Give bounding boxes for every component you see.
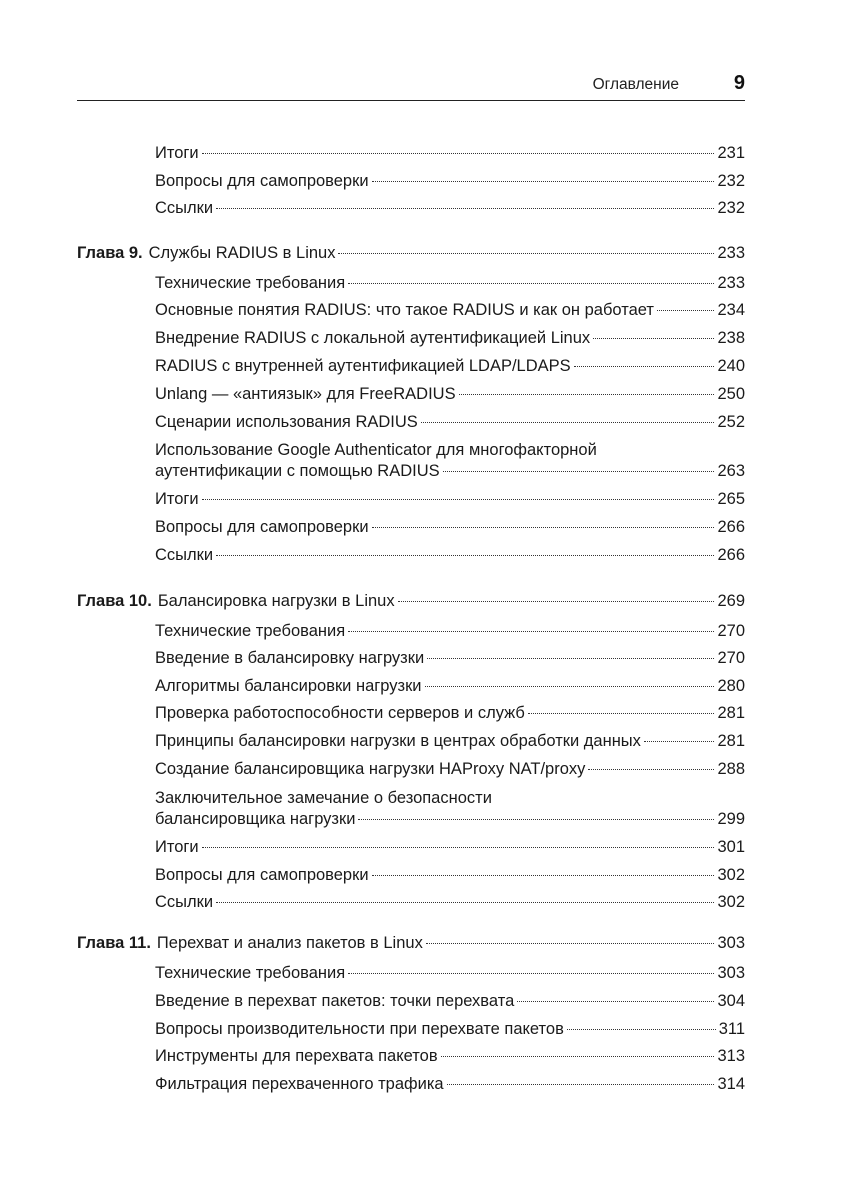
toc-entry-title [155, 461, 440, 481]
dot-leader [421, 422, 715, 423]
toc-page-number: 266 [717, 518, 745, 536]
toc-section-entry[interactable] [155, 489, 745, 509]
dot-leader [216, 902, 714, 903]
toc-title-text: Вопросы для самопроверки [155, 172, 369, 190]
toc-section-entry[interactable] [155, 963, 745, 983]
toc-section-entry[interactable] [155, 731, 745, 751]
toc-title-text: Создание балансировщика нагрузки HAProxy NAT/proxy [155, 760, 586, 778]
toc-section-entry[interactable] [155, 143, 745, 163]
toc-page-number: 303 [717, 934, 745, 952]
toc-title-text: RADIUS с внутренней аутентификацией LDAP/LDAPS [155, 357, 571, 375]
toc-section-entry[interactable] [155, 759, 745, 779]
toc-title-text: Технические требования [155, 622, 346, 640]
toc-page-number: 302 [717, 893, 745, 911]
toc-title-text: Алгоритмы балансировки нагрузки [155, 677, 422, 695]
toc-chapter-entry[interactable] [77, 243, 745, 263]
toc-entry-title [155, 1046, 438, 1066]
toc-page-number: 231 [717, 144, 745, 162]
chapter-label: Глава 9. [77, 244, 143, 262]
dot-leader [398, 601, 715, 602]
dot-leader [426, 943, 715, 944]
toc-title-text: аутентификации с помощью RADIUS [155, 462, 440, 480]
toc-title-text: Введение в перехват пакетов: точки перехвата [155, 992, 515, 1010]
toc-entry-title [155, 328, 590, 348]
dot-leader [202, 847, 715, 848]
toc-entry-title [155, 356, 571, 376]
toc-title-text: Технические требования [155, 964, 346, 982]
toc-entry-title [155, 731, 641, 751]
toc-page-number: 280 [717, 677, 745, 695]
chapter-label: Глава 11. [77, 934, 151, 952]
toc-page-number: 233 [717, 274, 745, 292]
dot-leader [372, 875, 715, 876]
toc-section-entry[interactable] [155, 273, 745, 293]
toc-page-number: 311 [718, 1020, 745, 1038]
toc-section-entry[interactable] [155, 703, 745, 723]
dot-leader [517, 1001, 714, 1002]
toc-section-entry[interactable] [155, 648, 745, 668]
toc-title-text: Вопросы для самопроверки [155, 518, 369, 536]
toc-chapter-entry[interactable] [77, 591, 745, 611]
toc-page-number: 250 [717, 385, 745, 403]
toc-entry-title [77, 933, 423, 953]
toc-page-number: 232 [717, 199, 745, 217]
toc-title-text: Балансировка нагрузки в Linux [157, 592, 395, 610]
dot-leader [425, 686, 715, 687]
toc-page-number: 240 [717, 357, 745, 375]
toc-entry-title [155, 517, 369, 537]
dot-leader [338, 253, 714, 254]
dot-leader [459, 394, 715, 395]
toc-entry-title [155, 759, 585, 779]
toc-title-text: Основные понятия RADIUS: что такое RADIUS и как он работает [155, 301, 654, 319]
toc-entry-title [155, 412, 418, 432]
toc-section-entry[interactable] [155, 1046, 745, 1066]
toc-entry-title [155, 143, 199, 163]
toc-title-text: Введение в балансировку нагрузки [155, 649, 425, 667]
toc-page-number: 238 [717, 329, 745, 347]
dot-leader [427, 658, 714, 659]
toc-entry-title [155, 384, 456, 404]
toc-title-text: Службы RADIUS в Linux [148, 244, 336, 262]
toc-page-number: 270 [717, 649, 745, 667]
toc-section-entry[interactable] [155, 412, 745, 432]
toc-entry-title [155, 892, 213, 912]
dot-leader [372, 181, 715, 182]
toc-entry-title [155, 837, 199, 857]
toc-section-entry[interactable] [155, 991, 745, 1011]
toc-page-number: 314 [717, 1075, 745, 1093]
toc-page-number: 233 [717, 244, 745, 262]
dot-leader [588, 769, 714, 770]
dot-leader [348, 631, 714, 632]
toc-title-text: Ссылки [155, 893, 214, 911]
toc-page-number: 234 [717, 301, 745, 319]
toc-page-number: 281 [717, 732, 745, 750]
toc-title-text: балансировщика нагрузки [155, 810, 356, 828]
toc-entry-title [77, 591, 395, 611]
toc-page-number: 303 [717, 964, 745, 982]
toc-page-number: 281 [717, 704, 745, 722]
toc-title-text: Unlang — «антиязык» для FreeRADIUS [155, 385, 456, 403]
dot-leader [593, 338, 714, 339]
dot-leader [441, 1056, 715, 1057]
toc-title-text: Проверка работоспособности серверов и служб [155, 704, 525, 722]
toc-page-number: 313 [717, 1047, 745, 1065]
toc-title-text: Принципы балансировки нагрузки в центрах обработки данных [155, 732, 641, 750]
dot-leader [216, 208, 714, 209]
toc-title-text: Внедрение RADIUS с локальной аутентификацией Linux [155, 329, 591, 347]
dot-leader [567, 1029, 716, 1030]
toc-title-text: Итоги [155, 490, 199, 508]
toc-title-text: Итоги [155, 144, 199, 162]
toc-page-number: 232 [717, 172, 745, 190]
dot-leader [202, 499, 715, 500]
toc-entry-title [155, 489, 199, 509]
dot-leader [574, 366, 715, 367]
toc-entry-title [155, 809, 355, 829]
toc-entry-first-line: Использование Google Authenticator для многофакторной [155, 441, 597, 459]
dot-leader [657, 310, 715, 311]
toc-entry-title [155, 171, 369, 191]
toc-entry-title [155, 198, 213, 218]
toc-section-entry[interactable] [155, 1019, 745, 1039]
toc-entry-title [77, 243, 335, 263]
toc-section-entry[interactable] [155, 676, 745, 696]
toc-entry-title [155, 1074, 444, 1094]
dot-leader [447, 1084, 715, 1085]
toc-entry-title [155, 963, 345, 983]
toc-section-entry[interactable] [155, 517, 745, 537]
toc-section-entry[interactable] [155, 865, 745, 885]
dot-leader [528, 713, 715, 714]
toc-section-entry[interactable] [155, 837, 745, 857]
toc-section-entry[interactable] [155, 545, 745, 565]
toc-title-text: Перехват и анализ пакетов в Linux [156, 934, 423, 952]
toc-title-text: Инструменты для перехвата пакетов [155, 1047, 438, 1065]
toc-section-entry[interactable] [155, 384, 745, 404]
toc-entry-title [155, 991, 514, 1011]
dot-leader [372, 527, 715, 528]
dot-leader [202, 153, 715, 154]
dot-leader [644, 741, 715, 742]
toc-page-number: 269 [717, 592, 745, 610]
toc-section-entry[interactable] [155, 300, 745, 320]
toc-section-entry[interactable] [155, 461, 745, 481]
toc-page-number: 263 [717, 462, 745, 480]
toc-page-number: 299 [717, 810, 745, 828]
running-header [77, 72, 745, 101]
toc-title-text: Технические требования [155, 274, 346, 292]
dot-leader [216, 555, 714, 556]
dot-leader [348, 973, 714, 974]
toc-entry-title [155, 865, 369, 885]
toc-page-number: 265 [717, 490, 745, 508]
toc-title-text: Вопросы для самопроверки [155, 866, 369, 884]
toc-page-number: 252 [717, 413, 745, 431]
toc-section-entry[interactable] [155, 892, 745, 912]
toc-chapter-entry[interactable] [77, 933, 745, 953]
toc-title-text: Фильтрация перехваченного трафика [155, 1075, 444, 1093]
toc-section-entry[interactable] [155, 198, 745, 218]
toc-page-number: 266 [717, 546, 745, 564]
toc-page-number: 301 [717, 838, 745, 856]
toc-section-entry[interactable] [155, 621, 745, 641]
toc-entry-title [155, 300, 654, 320]
toc-page-number: 302 [717, 866, 745, 884]
toc-entry-title [155, 676, 422, 696]
toc-title-text: Сценарии использования RADIUS [155, 413, 418, 431]
chapter-label: Глава 10. [77, 592, 152, 610]
toc-title-text: Вопросы производительности при перехвате пакетов [155, 1020, 564, 1038]
dot-leader [443, 471, 715, 472]
toc-entry-first-line: Заключительное замечание о безопасности [155, 789, 492, 807]
dot-leader [348, 283, 714, 284]
toc-title-text: Ссылки [155, 199, 214, 217]
toc-section-entry[interactable] [155, 809, 745, 829]
toc-entry-title [155, 273, 345, 293]
toc-entry-title [155, 648, 424, 668]
toc-page-number: 304 [717, 992, 745, 1010]
toc-title-text: Итоги [155, 838, 199, 856]
toc-section-entry[interactable] [155, 356, 745, 376]
toc-entry-title [155, 703, 525, 723]
toc-entry-title [155, 545, 213, 565]
toc-entry-title [155, 621, 345, 641]
header-page-number: 9 [733, 72, 745, 94]
toc-page-number: 288 [717, 760, 745, 778]
toc-section-entry[interactable] [155, 1074, 745, 1094]
header-section-title: Оглавление [592, 76, 679, 93]
toc-entry-title [155, 1019, 564, 1039]
toc-title-text: Ссылки [155, 546, 214, 564]
toc-section-entry[interactable] [155, 171, 745, 191]
toc-section-entry[interactable] [155, 328, 745, 348]
toc-page-number: 270 [717, 622, 745, 640]
dot-leader [358, 819, 714, 820]
